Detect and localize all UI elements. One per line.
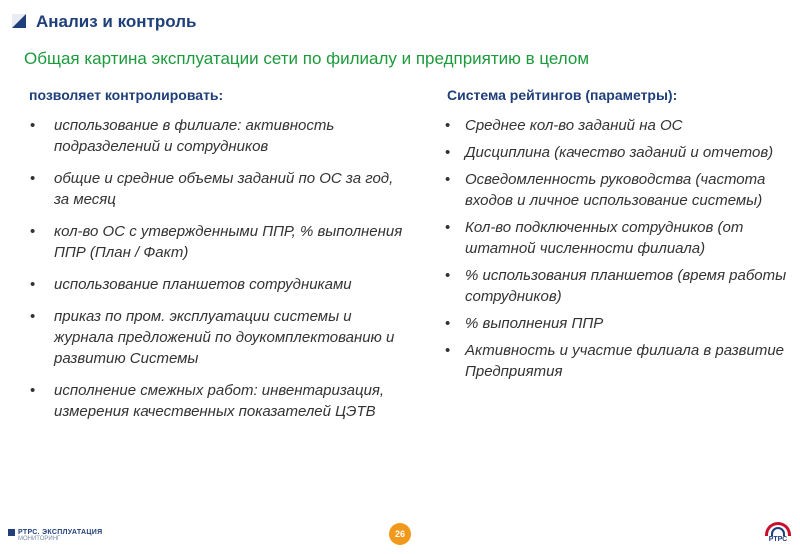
left-bullet-list <box>24 115 409 422</box>
slide-title: Анализ и контроль <box>36 12 197 31</box>
logo-line1: РТРС. ЭКСПЛУАТАЦИЯ <box>18 529 103 536</box>
logo-mark-icon <box>8 529 15 536</box>
list-item: • Дисциплина (качество заданий и отчетов) <box>442 142 787 163</box>
list-item: • исполнение смежных работ: инвентаризация, измерения качественных показателей ЦЭТВ <box>24 380 409 422</box>
list-item: • Осведомленность руководства (частота входов и личное использование системы) <box>442 169 787 211</box>
list-item: • приказ по пром. эксплуатации системы и журнала предложений по доукомплектованию и развитию Системы <box>24 306 409 369</box>
list-item: • кол-во ОС с утвержденными ППР, % выполнения ППР (План / Факт) <box>24 221 409 263</box>
left-column <box>24 87 409 433</box>
header-square-icon <box>12 14 28 30</box>
list-item: • Среднее кол-во заданий на ОС <box>442 115 787 136</box>
left-column-heading: позволяет контролировать: <box>29 87 224 103</box>
list-item: • % выполнения ППР <box>442 313 787 334</box>
rtrs-logo <box>763 522 793 548</box>
page-number: 26 <box>389 523 411 545</box>
rtrs-logo-text: РТРС <box>768 536 788 543</box>
slide-header <box>12 12 196 32</box>
right-column-heading: Система рейтингов (параметры): <box>447 87 678 103</box>
list-item: • использование планшетов сотрудниками <box>24 274 409 295</box>
list-item: • использование в филиале: активность подразделений и сотрудников <box>24 115 409 157</box>
footer-logo <box>8 529 102 542</box>
slide-subtitle: Общая картина эксплуатации сети по филиалу и предприятию в целом <box>24 49 590 68</box>
right-bullet-list <box>442 115 787 382</box>
right-column <box>442 87 787 388</box>
logo-line2: МОНИТОРИНГ <box>18 536 61 542</box>
list-item: • общие и средние объемы заданий по ОС за год, за месяц <box>24 168 409 210</box>
list-item: • % использования планшетов (время работы сотрудников) <box>442 265 787 307</box>
list-item: • Активность и участие филиала в развитие Предприятия <box>442 340 787 382</box>
list-item: • Кол-во подключенных сотрудников (от штатной численности филиала) <box>442 217 787 259</box>
